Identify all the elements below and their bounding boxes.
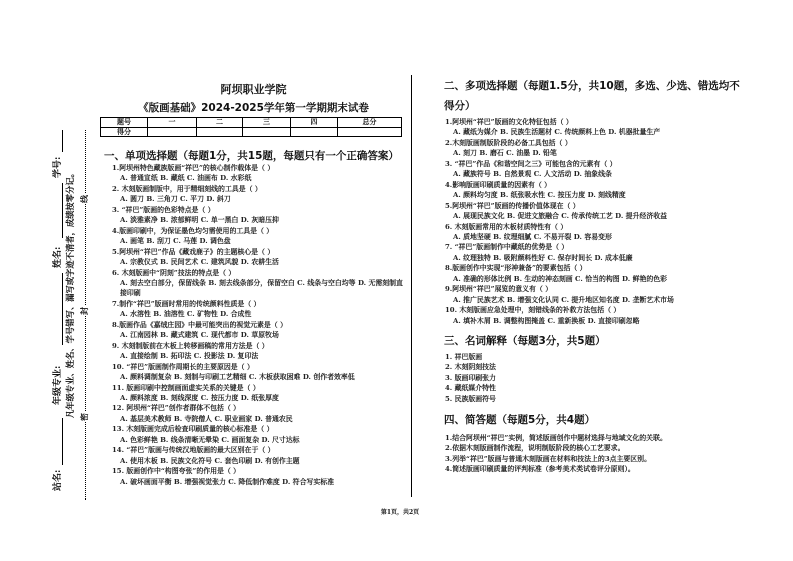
section2-question-list <box>445 117 785 326</box>
question-options: A. 推广民族艺术 B. 增强文化认同 C. 提升地区知名度 D. 垄断艺术市场 <box>453 295 674 304</box>
section2-heading-line1: 二、多项选择题（每题1.5分，共10题，多选、少选、错选均不 <box>444 80 740 92</box>
score-cell <box>338 127 402 137</box>
question-text: 8.版画作品《嘉绒庄园》中最可能突出的视觉元素是（ ） <box>112 320 287 329</box>
section1-heading: 一、单项选择题（每题1分，共15题，每题只有一个正确答案） <box>104 150 399 162</box>
question-options: A. 纹理独特 B. 吸附颜料性好 C. 保存时间长 D. 成本低廉 <box>453 253 633 262</box>
section3-item-list <box>445 352 496 404</box>
question-text: 12. 阿坝州“祥巴”创作者群体不包括（ ） <box>112 404 241 413</box>
question-options: A. 江南园林 B. 藏式建筑 C. 现代都市 D. 草原牧场 <box>120 331 279 340</box>
question-options: A. 色彩鲜艳 B. 线条清晰无晕染 C. 画面复杂 D. 尺寸达标 <box>120 435 300 444</box>
question-options: A. 普通宣纸 B. 藏纸 C. 油画布 D. 水彩纸 <box>120 174 252 183</box>
seal-xian: 线 <box>79 195 89 203</box>
question-options: A. 宗教仪式 B. 民间艺术 C. 建筑风貌 D. 农耕生活 <box>120 258 279 267</box>
question-text: 9. 木刻制版前在木板上转移画稿的常用方法是（ ） <box>112 341 269 350</box>
station-label: 站名: <box>53 469 63 491</box>
grade-major-field-line[interactable] <box>62 273 63 345</box>
question-text: 2.木刻版画制版阶段的必备工具包括（ ） <box>445 138 572 147</box>
score-cell <box>291 127 338 137</box>
question-text: 9.阿坝州“祥巴”展览的意义有（ ） <box>445 285 553 294</box>
score-header-cell: 总分 <box>338 118 402 128</box>
score-header-cell: 一 <box>148 118 197 128</box>
question-text: 10. 木刻版画应急处理中，刻错线条的补救方法包括（ ） <box>445 306 621 315</box>
grade-major-label: 年级专业: <box>53 365 63 405</box>
question-options: A. 填补木屑 B. 调整构图掩盖 C. 重新换板 D. 直接印刷忽略 <box>453 316 640 325</box>
question-item: 4. 藏纸媒介特性 <box>445 384 496 393</box>
section1-question-list <box>112 163 404 487</box>
score-header-cell: 四 <box>291 118 338 128</box>
question-text: 5.阿坝州“祥巴”版画的传播价值体现在（ ） <box>445 201 580 210</box>
question-text: 14. “祥巴”版画与传统汉地版画的最大区别在于（ ） <box>112 446 275 455</box>
score-table <box>100 117 402 137</box>
question-options: A. 颜料调制复杂 B. 刻制与印刷工艺精细 C. 木板获取困难 D. 创作者效率低 <box>120 373 355 382</box>
name-field-line[interactable] <box>62 183 63 238</box>
question-options: A. 质地坚硬 B. 纹理细腻 C. 不易开裂 D. 容易变形 <box>453 232 612 241</box>
question-text: 11. 版画印刷中控制画面虚实关系的关键是（ ） <box>112 383 260 392</box>
question-item: 3. 版画印刷张力 <box>445 373 496 382</box>
name-label: 姓名: <box>53 246 63 268</box>
question-options: A. 淡雅素净 B. 浓郁鲜明 C. 单一黑白 D. 灰暗压抑 <box>120 216 279 225</box>
score-header-cell: 二 <box>197 118 243 128</box>
question-item: 2.依据木刻版画制作流程，说明制版阶段的核心工艺要求。 <box>445 444 625 453</box>
question-options: A. 藏纸为媒介 B. 民族生活题材 C. 传统颜料上色 D. 机器批量生产 <box>453 128 661 137</box>
binding-strip <box>0 0 110 561</box>
section4-heading: 四、简答题（每题5分，共4题） <box>444 414 596 426</box>
section3-heading: 三、名词解释（每题3分，共5题） <box>444 335 606 347</box>
question-item: 1.结合阿坝州“祥巴”实例，简述版画创作中题材选择与地域文化的关联。 <box>445 434 667 442</box>
question-options: A. 刻刀 B. 磨石 C. 油墨 D. 铅笔 <box>453 149 557 158</box>
score-header-cell: 三 <box>243 118 291 128</box>
school-name: 阿坝职业学院 <box>220 83 287 96</box>
question-text: 7.制作“祥巴”版画时常用的传统颜料性质是（ ） <box>112 299 261 308</box>
question-item: 2. 木刻阴刻技法 <box>445 363 496 372</box>
question-item: 4.简述版画印刷质量的评判标准（参考美术类试卷评分原则）。 <box>445 465 635 474</box>
question-text: 4.版画印刷中，为保证墨色均匀需使用的工具是（ ） <box>112 226 274 235</box>
question-text: 8.版画创作中实现“形神兼备”的要素包括（ ） <box>445 264 587 273</box>
question-text: 6. 木刻版画中“阴刻”技法的特点是（ ） <box>112 268 236 277</box>
question-item: 5. 民族版画符号 <box>445 394 496 403</box>
exam-title: 《版画基础》2024-2025学年第一学期期末试卷 <box>138 102 369 114</box>
question-text: 15. 版画创作中“构图夸张”的作用是（ ） <box>112 467 241 476</box>
question-options: A. 使用木板 B. 民族文化符号 C. 套色印刷 D. 有创作主题 <box>120 456 300 465</box>
seal-mi: 密 <box>79 413 89 421</box>
question-options: A. 颜料浓度 B. 刻线深度 C. 按压力度 D. 纸张厚度 <box>120 393 279 402</box>
question-options: A. 展现民族文化 B. 促进文旅融合 C. 传承传统工艺 D. 提升经济收益 <box>453 212 668 221</box>
question-options: A. 颜料均匀度 B. 纸张吸水性 C. 按压力度 D. 刻线精度 <box>453 191 626 200</box>
question-text: 1.阿坝州特色藏族版画“祥巴”的核心制作载体是（ ） <box>112 164 275 172</box>
student-id-label: 学号: <box>53 156 63 178</box>
seal-feng: 封 <box>79 307 89 315</box>
question-options: A. 基层美术教师 B. 寺院僧人 C. 职业画家 D. 普通农民 <box>120 414 293 423</box>
column-divider <box>411 75 412 497</box>
binding-notice: 凡年级专业、姓名、学号错写、漏写或字迹不清者，成绩按零分记。 <box>65 169 75 418</box>
section4-item-list <box>445 433 667 475</box>
question-text: 6. 木刻版画常用的木板材质特性有（ ） <box>445 222 568 231</box>
section2-heading-line2: 得分） <box>444 100 476 112</box>
score-cell <box>148 127 197 137</box>
score-header-cell: 题号 <box>101 118 148 128</box>
question-text: 7. “祥巴”版画制作中藏纸的优势是（ ） <box>445 243 569 252</box>
question-options: A. 刻去空白部分，保留线条 B. 刻去线条部分，保留空白 C. 线条与空白均等 D. 无需刻制直接印刷 <box>120 278 403 298</box>
station-field-line[interactable] <box>62 418 63 465</box>
score-cell <box>197 127 243 137</box>
score-row-label: 得分 <box>101 127 148 137</box>
question-text: 2. 木刻版画制版中，用于精细刻线的工具是（ ） <box>112 184 262 193</box>
question-text: 10. “祥巴”版画制作周期长的主要原因是（ ） <box>112 362 254 371</box>
question-options: A. 水溶性 B. 油溶性 C. 矿物性 D. 合成性 <box>120 310 252 319</box>
score-table-score-row <box>101 127 402 137</box>
question-options: A. 藏族符号 B. 自然景观 C. 人文活动 D. 抽象线条 <box>453 170 612 179</box>
question-text: 4.影响版画印刷质量的因素有（ ） <box>445 180 552 189</box>
question-options: A. 圆刀 B. 三角刀 C. 平刀 D. 斜刀 <box>120 195 231 204</box>
question-options: A. 直接绘制 B. 拓印法 C. 投影法 D. 复印法 <box>120 352 259 361</box>
question-options: A. 准确的形体比例 B. 生动的神态刻画 C. 恰当的构图 D. 鲜艳的色彩 <box>453 274 668 283</box>
question-text: 5.阿坝州“祥巴”作品《藏戏鹿子》的主题核心是（ ） <box>112 247 275 256</box>
score-cell <box>243 127 291 137</box>
question-text: 1.阿坝州“祥巴”版画的文化特征包括（ ） <box>445 118 573 126</box>
question-options: A. 画笔 B. 刮刀 C. 马莲 D. 调色盘 <box>120 237 231 246</box>
question-text: 13. 木刻版画完成后检查印刷质量的核心标准是（ ） <box>112 425 274 434</box>
question-text: 3. “祥巴”作品《和谐空间之三》可能包含的元素有（ ） <box>445 159 617 168</box>
question-options: A. 破坏画面平衡 B. 增强视觉张力 C. 降低制作难度 D. 符合写实标准 <box>120 477 335 486</box>
question-item: 1. 祥巴版画 <box>445 353 483 361</box>
question-item: 3.列举“祥巴”版画与普通木刻版画在材料和技法上的3点主要区别。 <box>445 454 651 463</box>
score-table-header-row <box>101 118 402 128</box>
student-id-field-line[interactable] <box>62 130 63 152</box>
question-text: 3. “祥巴”版画的色彩特点是（ ） <box>112 205 215 214</box>
page-number: 第1页，共2页 <box>380 509 420 516</box>
